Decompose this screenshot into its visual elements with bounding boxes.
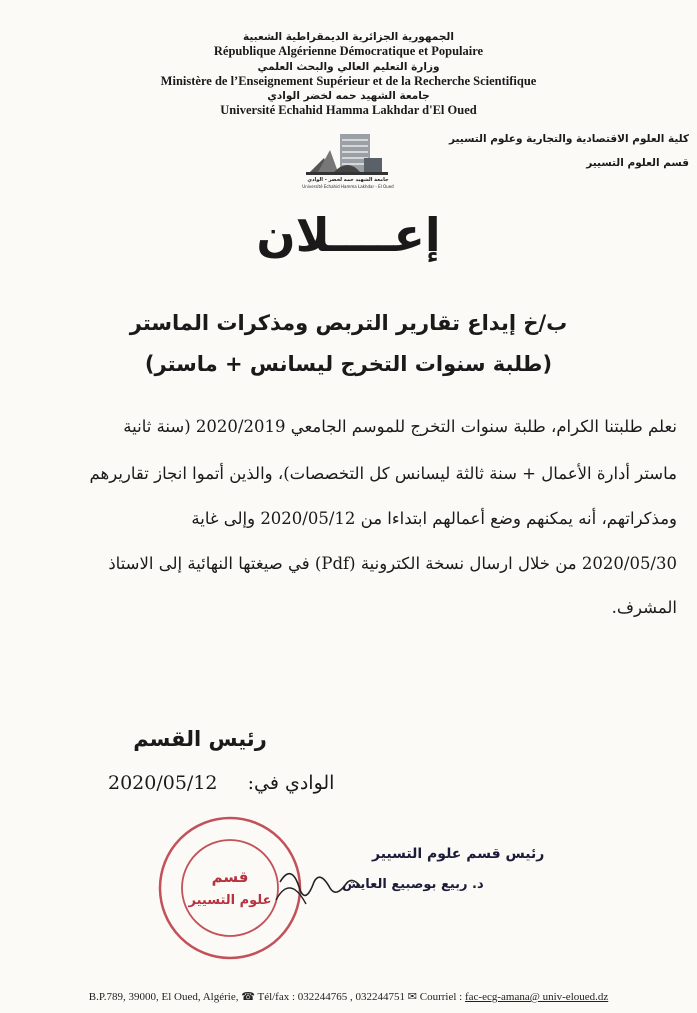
stamp-and-signature (30, 812, 545, 987)
mail-icon: ✉ (407, 990, 418, 1003)
header-ar-republic: الجمهورية الجزائرية الديمقراطية الشعبية (243, 31, 454, 43)
body-line-3: ومذكراتهم، أنه يمكنهم وضع أعمالهم ابتداءا من 2020/05/12 وإلى غاية (191, 509, 677, 528)
footer (0, 990, 697, 1003)
svg-text:جامعة الشهيد حمه لخضر - الوادي: جامعة الشهيد حمه لخضر - الوادي (307, 177, 389, 183)
stamp-graphic (30, 812, 545, 987)
header-fr-republic: République Algérienne Démocratique et Populaire (213, 44, 484, 58)
svg-text:رئيس قسم علوم التسيير: رئيس قسم علوم التسيير (372, 846, 545, 862)
header-fr-ministry: Ministère de l’Enseignement Supérieur et de la Recherche Scientifique (160, 74, 537, 88)
date-label: الوادي في: (247, 772, 335, 794)
date-value: 2020/05/12 (108, 772, 218, 794)
header-ar-ministry: وزارة التعليم العالي والبحث العلمي (257, 61, 440, 73)
svg-text:علوم التسيير: علوم التسيير (188, 893, 272, 908)
body-line-4: 2020/05/30 من خلال ارسال نسخة الكترونية (Pdf) في صيغتها النهائية إلى الاستاذ (108, 554, 677, 573)
university-logo (300, 128, 396, 190)
department-name: قسم العلوم التسيير (586, 157, 689, 169)
svg-text:د. ربيع بوصبيع العايش: د. ربيع بوصبيع العايش (342, 877, 484, 892)
footer-email-link[interactable]: fac-ecg-amana@ univ-eloued.dz (464, 991, 609, 1003)
announcement-subtitle-2: (طلبة سنوات التخرج ليسانس + ماستر) (144, 352, 553, 376)
svg-text:Université Echahid Hamma Lakhd: Université Echahid Hamma Lakhdar - El Oued (302, 184, 394, 189)
body-line-1: نعلم طلبتنا الكرام، طلبة سنوات التخرج للموسم الجامعي 2020/2019 (سنة ثانية (123, 417, 677, 436)
faculty-name: كلية العلوم الاقتصادية والتجارية وعلوم التسيير (448, 133, 689, 145)
footer-address: B.P.789, 39000, El Oued, Algérie, (88, 991, 239, 1003)
header-ar-university: جامعة الشهيد حمه لخضر الوادي (267, 90, 430, 102)
svg-text:قسم: قسم (211, 868, 249, 886)
phone-icon: ☎ (241, 990, 255, 1003)
logo-graphic (300, 128, 396, 190)
signature-date-line (108, 772, 334, 794)
announcement-title: إعــــلان (256, 208, 441, 262)
header-fr-university: Université Echahid Hamma Lakhdar d'El Oued (220, 103, 477, 117)
body-line-5: المشرف. (611, 598, 677, 617)
announcement-subtitle-1: ب/خ إيداع تقارير التربص ومذكرات الماستر (129, 311, 568, 335)
footer-phone: Tél/fax : 032244765 , 032244751 (257, 991, 406, 1003)
footer-email-label: Courriel : (419, 991, 463, 1003)
body-line-2: ماستر أدارة الأعمال + سنة ثالثة ليسانس كل التخصصات)، والذين أتموا انجاز تقاريرهم (89, 464, 677, 483)
signature-title: رئيس القسم (133, 727, 267, 751)
